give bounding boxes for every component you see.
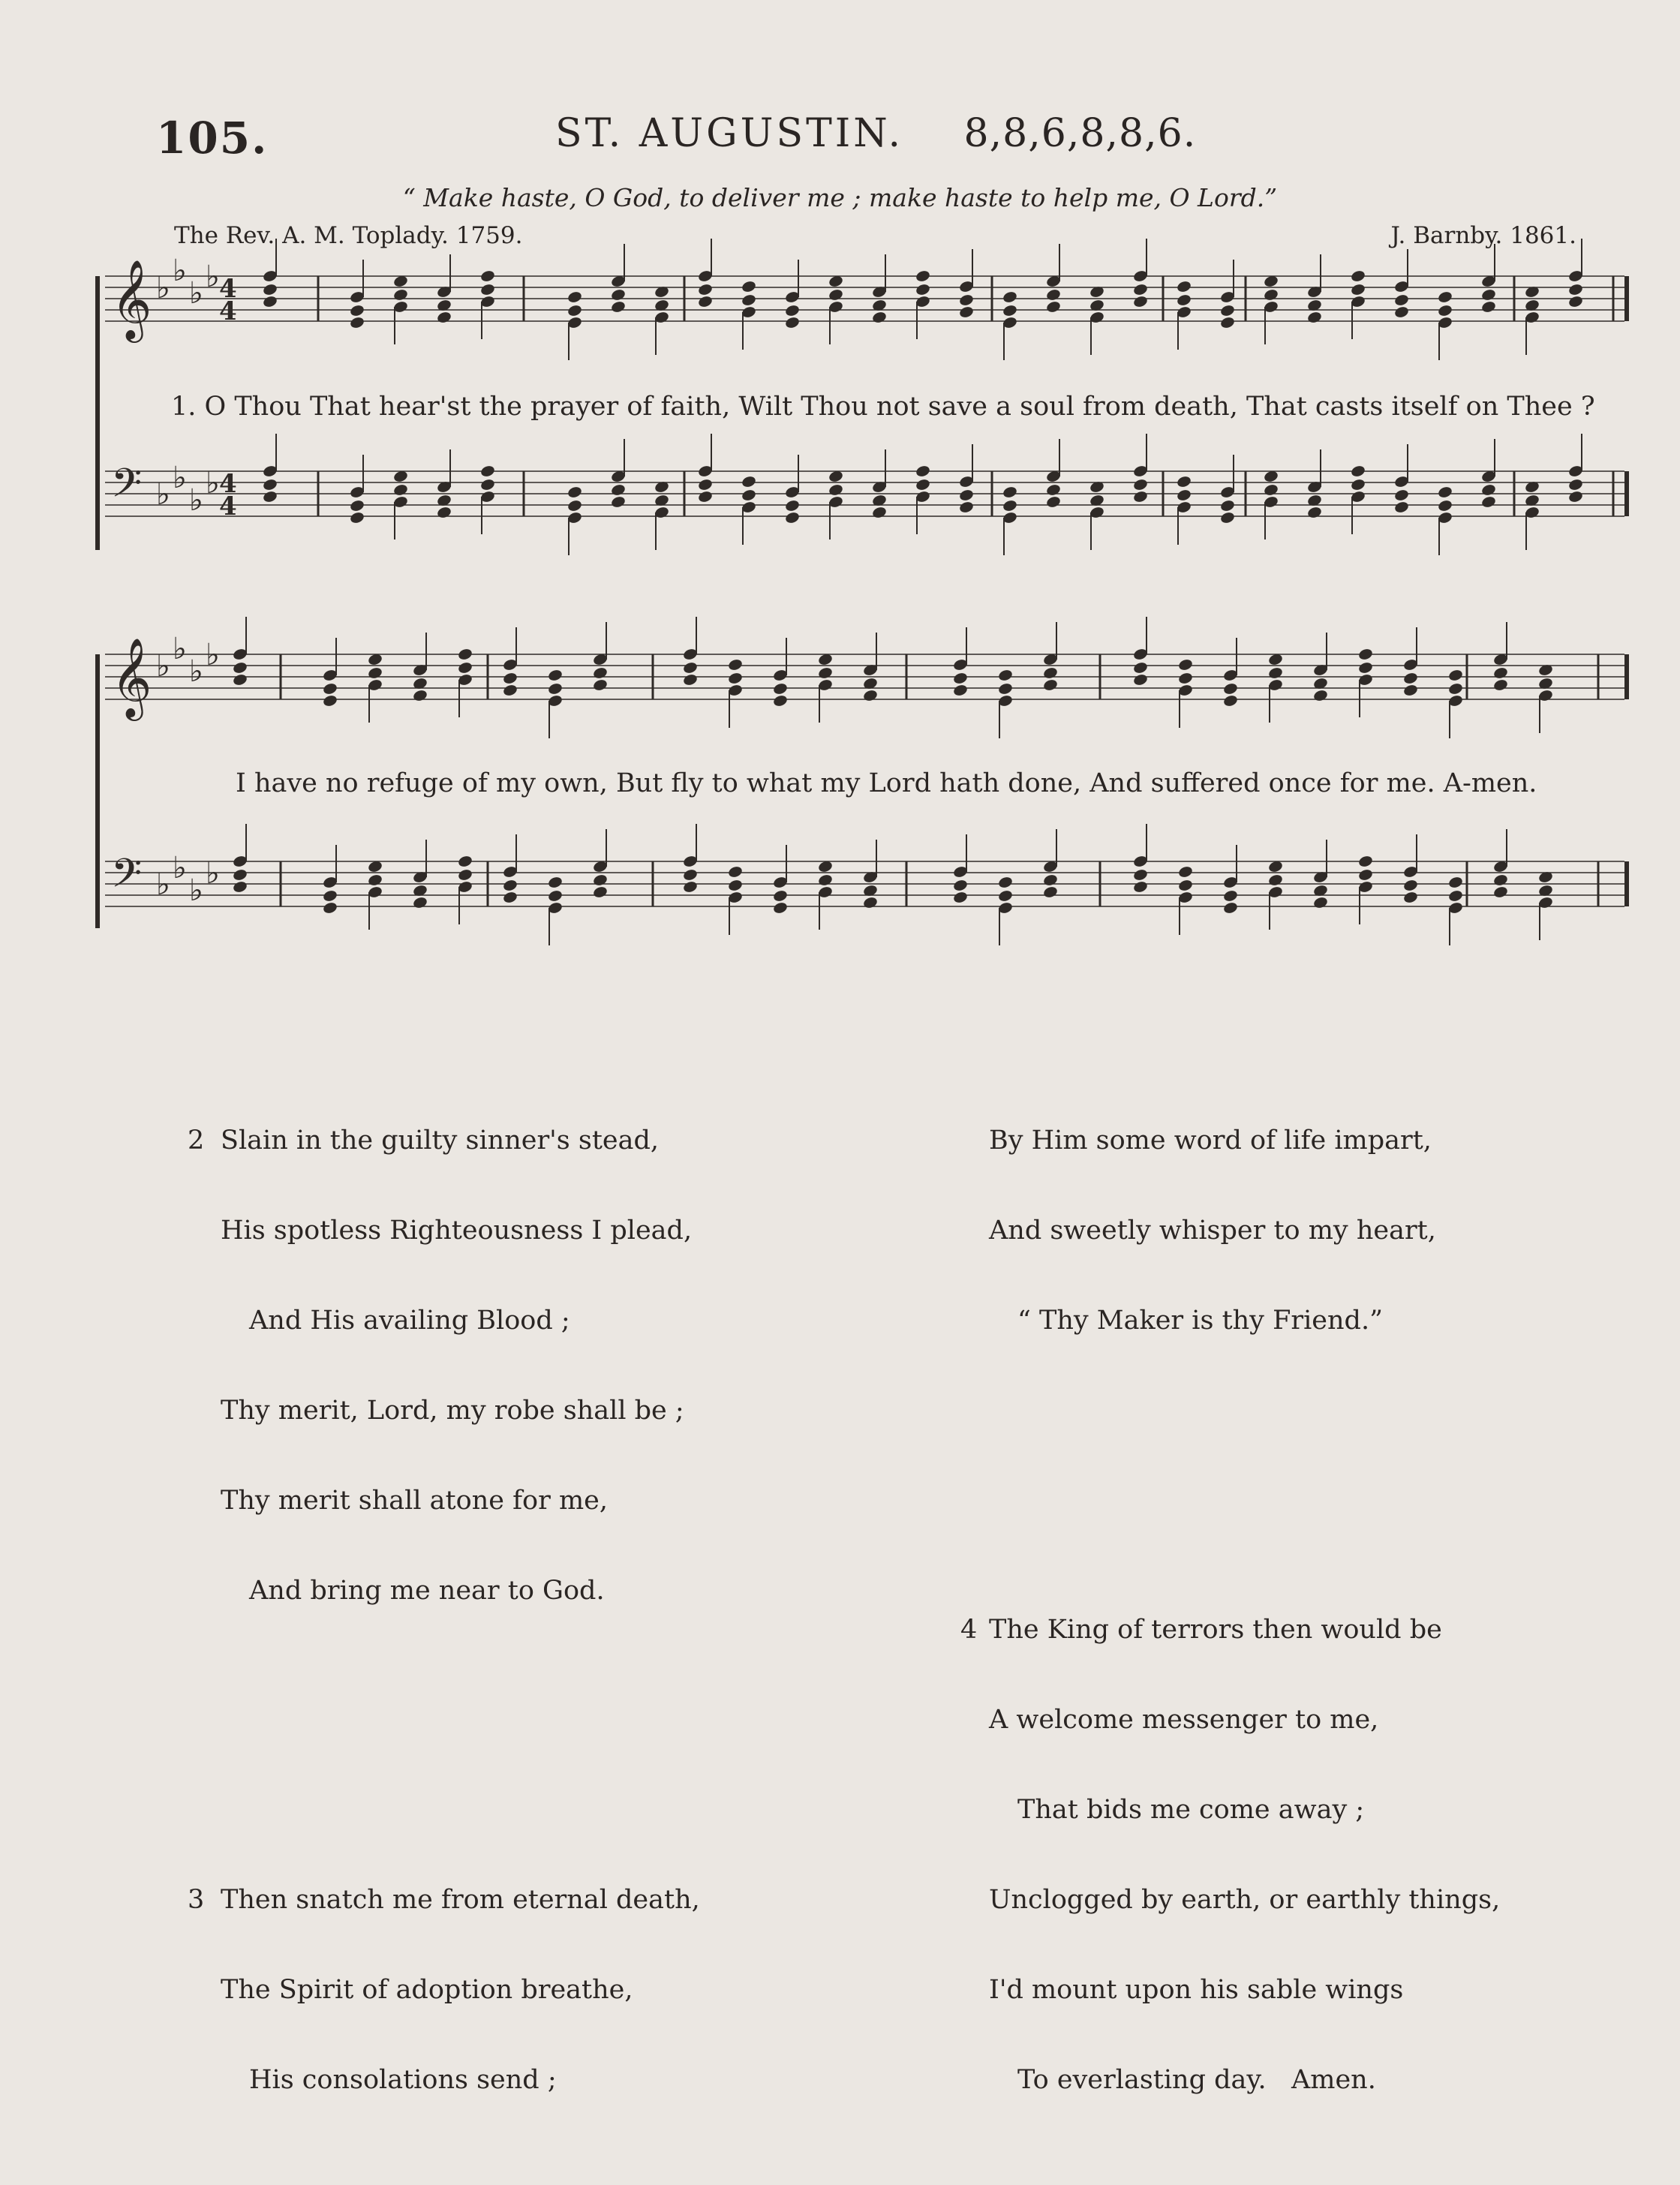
verse-line: Then snatch me from eternal death,: [221, 1885, 700, 1915]
notehead: [682, 661, 698, 675]
notehead: [1402, 891, 1418, 904]
notehead: [958, 305, 974, 319]
notehead: [1177, 658, 1193, 672]
notehead: [1045, 300, 1061, 314]
notehead: [915, 283, 930, 296]
verse-line: And sweetly whisper to my heart,: [989, 1216, 1436, 1246]
notehead: [1132, 673, 1148, 687]
author-credit: The Rev. A. M. Toplady. 1759.: [174, 222, 523, 249]
notehead: [784, 316, 800, 329]
notehead: [1447, 876, 1463, 889]
notehead: [1350, 464, 1366, 478]
notehead: [1393, 500, 1409, 514]
notehead: [1312, 689, 1328, 702]
notehead: [1480, 483, 1496, 497]
notehead: [547, 876, 563, 889]
notehead: [412, 896, 428, 909]
notehead: [1357, 855, 1373, 868]
notehead: [349, 304, 365, 317]
notehead: [784, 304, 800, 317]
notehead: [232, 673, 248, 687]
verse-line: To everlasting day. Amen.: [1017, 2065, 1376, 2095]
notehead: [479, 464, 495, 478]
verse-number: 3: [188, 1885, 205, 1915]
flat-icon: ♭: [189, 654, 203, 689]
notehead: [1045, 495, 1061, 509]
lyric-line-2: I have no refuge of my own, But fly to what my Lord hath done, And suffered once for me. A-men.: [236, 768, 1537, 798]
notehead: [1567, 283, 1583, 296]
notehead: [1219, 511, 1235, 524]
flat-icon: ♭: [156, 867, 170, 902]
notehead: [1492, 885, 1508, 899]
notehead: [436, 506, 452, 519]
notehead: [682, 868, 698, 882]
notehead: [915, 478, 930, 491]
notehead: [1437, 499, 1453, 512]
notehead: [567, 304, 582, 317]
notehead: [1132, 478, 1148, 491]
notehead: [592, 873, 608, 887]
notehead: [952, 684, 968, 697]
verse-3-continued: [960, 1065, 1500, 1396]
notehead: [784, 511, 800, 524]
notehead: [412, 689, 428, 702]
notehead: [547, 889, 563, 903]
notehead: [1132, 295, 1148, 308]
notehead: [871, 311, 887, 324]
notehead: [697, 478, 713, 491]
notehead: [1219, 316, 1235, 329]
notehead: [392, 483, 408, 497]
notehead: [772, 901, 788, 915]
notehead: [1042, 666, 1058, 680]
notehead: [322, 694, 338, 708]
verses-left-column: [188, 1005, 700, 2185]
notehead: [952, 891, 968, 904]
notehead: [1222, 694, 1238, 708]
notehead: [322, 889, 338, 903]
notehead: [1447, 889, 1463, 903]
verses-right-column: [960, 1005, 1500, 2185]
notehead: [1045, 483, 1061, 497]
notehead: [1222, 682, 1238, 696]
notehead: [1306, 506, 1322, 519]
notehead: [697, 283, 713, 296]
notehead: [1176, 488, 1192, 502]
notehead: [862, 689, 878, 702]
verse-number: 4: [960, 1615, 978, 1645]
time-signature-bottom: 4: [219, 296, 237, 326]
flat-icon: ♭: [189, 483, 203, 518]
notehead: [592, 666, 608, 680]
notehead: [871, 506, 887, 519]
verse-2: [188, 1065, 700, 1666]
notehead: [1222, 901, 1238, 915]
verse-4: [960, 1555, 1500, 2155]
verse-line: That bids me come away ;: [1017, 1795, 1365, 1825]
notehead: [1350, 269, 1366, 283]
notehead: [997, 889, 1013, 903]
notehead: [958, 488, 974, 502]
notehead: [1042, 678, 1058, 692]
notehead: [1480, 495, 1496, 509]
flat-icon: ♭: [173, 632, 187, 666]
verse-3: [188, 1825, 700, 2155]
notehead: [1002, 290, 1017, 304]
notehead: [997, 682, 1013, 696]
flat-icon: ♭: [206, 638, 220, 672]
flat-icon: ♭: [206, 856, 220, 891]
notehead: [1042, 885, 1058, 899]
notehead: [1176, 293, 1192, 307]
notehead: [547, 682, 563, 696]
notehead: [349, 511, 365, 524]
notehead: [1447, 682, 1463, 696]
notehead: [547, 669, 563, 682]
notehead: [1002, 304, 1017, 317]
notehead: [262, 295, 278, 308]
notehead: [1402, 672, 1418, 685]
notehead: [784, 499, 800, 512]
notehead: [232, 868, 248, 882]
notehead: [502, 684, 518, 697]
notehead: [1437, 304, 1453, 317]
notehead: [1267, 666, 1283, 680]
notehead: [1437, 290, 1453, 304]
notehead: [862, 896, 878, 909]
notehead: [1402, 879, 1418, 892]
bass-clef-icon: 𝄢: [111, 851, 143, 906]
notehead: [772, 694, 788, 708]
notehead: [1177, 865, 1193, 879]
verse-number: 2: [188, 1126, 205, 1156]
notehead: [457, 855, 473, 868]
notehead: [1492, 873, 1508, 887]
notehead: [1393, 293, 1409, 307]
notehead: [915, 269, 930, 283]
notehead: [1437, 485, 1453, 499]
notehead: [741, 475, 756, 488]
notehead: [1480, 288, 1496, 302]
flat-icon: ♭: [189, 276, 203, 311]
notehead: [1132, 490, 1148, 503]
verse-line: I'd mount upon his sable wings: [989, 1975, 1404, 2005]
time-signature-top: 4: [219, 274, 237, 304]
notehead: [457, 661, 473, 675]
notehead: [349, 316, 365, 329]
notehead: [1567, 490, 1583, 503]
composer-credit: J. Barnby. 1861.: [1390, 222, 1576, 249]
notehead: [1480, 300, 1496, 314]
notehead: [817, 666, 833, 680]
notehead: [727, 658, 743, 672]
notehead: [682, 673, 698, 687]
notehead: [1002, 485, 1017, 499]
notehead: [367, 873, 383, 887]
lyric-line-1: 1. O Thou That hear'st the prayer of faith, Wilt Thou not save a soul from death, That casts itself on Thee ?: [171, 392, 1595, 422]
verse-line: And His availing Blood ;: [249, 1306, 570, 1336]
flat-icon: ♭: [173, 254, 187, 288]
notehead: [262, 478, 278, 491]
tune-name: ST. AUGUSTIN.: [555, 111, 904, 156]
verse-line: And bring me near to God.: [249, 1576, 605, 1606]
notehead: [1357, 648, 1373, 661]
notehead: [1132, 661, 1148, 675]
flat-icon: ♭: [156, 271, 170, 305]
notehead: [1267, 873, 1283, 887]
notehead: [741, 280, 756, 293]
notehead: [1132, 868, 1148, 882]
notehead: [610, 495, 626, 509]
hymn-number: 105.: [156, 113, 269, 164]
flat-icon: ♭: [189, 873, 203, 908]
notehead: [567, 499, 582, 512]
notehead: [1263, 288, 1279, 302]
time-signature-top: 4: [219, 469, 237, 499]
verse-line: Thy merit shall atone for me,: [221, 1486, 608, 1516]
notehead: [958, 500, 974, 514]
notehead: [262, 283, 278, 296]
notehead: [1492, 678, 1508, 692]
verse-line: Thy merit, Lord, my robe shall be ;: [221, 1396, 684, 1426]
notehead: [1176, 475, 1192, 488]
time-signature-bottom: 4: [219, 491, 237, 521]
treble-clef-icon: 𝄞: [111, 259, 152, 339]
notehead: [567, 290, 582, 304]
notehead: [1567, 478, 1583, 491]
notehead: [958, 293, 974, 307]
notehead: [1219, 304, 1235, 317]
notehead: [1222, 889, 1238, 903]
notehead: [997, 876, 1013, 889]
notehead: [1177, 672, 1193, 685]
notehead: [727, 879, 743, 892]
notehead: [322, 682, 338, 696]
notehead: [1219, 499, 1235, 512]
notehead: [1306, 311, 1322, 324]
flat-icon: ♭: [156, 649, 170, 684]
notehead: [1492, 666, 1508, 680]
notehead: [727, 672, 743, 685]
treble-clef-icon: 𝄞: [111, 637, 152, 717]
notehead: [232, 880, 248, 894]
notehead: [502, 672, 518, 685]
notehead: [741, 488, 756, 502]
notehead: [697, 295, 713, 308]
notehead: [1177, 879, 1193, 892]
notehead: [1393, 305, 1409, 319]
epigraph: “ Make haste, O God, to deliver me ; make haste to help me, O Lord.”: [402, 183, 1278, 212]
notehead: [592, 678, 608, 692]
notehead: [232, 661, 248, 675]
verse-line: The Spirit of adoption breathe,: [221, 1975, 633, 2005]
notehead: [457, 648, 473, 661]
notehead: [741, 293, 756, 307]
notehead: [349, 499, 365, 512]
notehead: [479, 269, 495, 283]
notehead: [1447, 669, 1463, 682]
verse-line: A welcome messenger to me,: [989, 1705, 1379, 1735]
notehead: [1263, 483, 1279, 497]
notehead: [1132, 283, 1148, 296]
notehead: [952, 879, 968, 892]
meter: 8,8,6,8,8,6.: [963, 111, 1197, 156]
notehead: [567, 485, 582, 499]
notehead: [727, 865, 743, 879]
flat-icon: ♭: [156, 477, 170, 512]
notehead: [479, 283, 495, 296]
notehead: [436, 311, 452, 324]
notehead: [1357, 868, 1373, 882]
notehead: [952, 672, 968, 685]
notehead: [1132, 880, 1148, 894]
notehead: [1402, 684, 1418, 697]
notehead: [322, 901, 338, 915]
notehead: [682, 880, 698, 894]
notehead: [457, 868, 473, 882]
notehead: [1393, 488, 1409, 502]
bass-clef-icon: 𝄢: [111, 461, 143, 516]
notehead: [1357, 661, 1373, 675]
flat-icon: ♭: [206, 260, 220, 294]
notehead: [997, 669, 1013, 682]
verse-line: His consolations send ;: [249, 2065, 557, 2095]
notehead: [610, 483, 626, 497]
notehead: [479, 478, 495, 491]
notehead: [392, 288, 408, 302]
notehead: [367, 666, 383, 680]
verse-line: By Him some word of life impart,: [989, 1126, 1432, 1156]
flat-icon: ♭: [173, 851, 187, 885]
notehead: [610, 300, 626, 314]
notehead: [1002, 499, 1017, 512]
notehead: [915, 464, 930, 478]
notehead: [1350, 283, 1366, 296]
notehead: [772, 682, 788, 696]
notehead: [697, 490, 713, 503]
verse-line: Unclogged by earth, or earthly things,: [989, 1885, 1501, 1915]
flat-icon: ♭: [173, 461, 187, 495]
verse-line: The King of terrors then would be: [989, 1615, 1442, 1645]
flat-icon: ♭: [206, 466, 220, 500]
notehead: [502, 891, 518, 904]
notehead: [1045, 288, 1061, 302]
notehead: [817, 873, 833, 887]
notehead: [1350, 478, 1366, 491]
notehead: [828, 483, 843, 497]
notehead: [610, 288, 626, 302]
notehead: [262, 490, 278, 503]
notehead: [772, 889, 788, 903]
verse-line: Slain in the guilty sinner's stead,: [221, 1126, 660, 1156]
notehead: [1176, 280, 1192, 293]
notehead: [1567, 295, 1583, 308]
notehead: [1042, 873, 1058, 887]
notehead: [592, 885, 608, 899]
verse-line: “ Thy Maker is thy Friend.”: [1017, 1306, 1383, 1336]
notehead: [502, 879, 518, 892]
verse-line: His spotless Righteousness I plead,: [221, 1216, 693, 1246]
notehead: [1312, 896, 1328, 909]
notehead: [828, 288, 843, 302]
